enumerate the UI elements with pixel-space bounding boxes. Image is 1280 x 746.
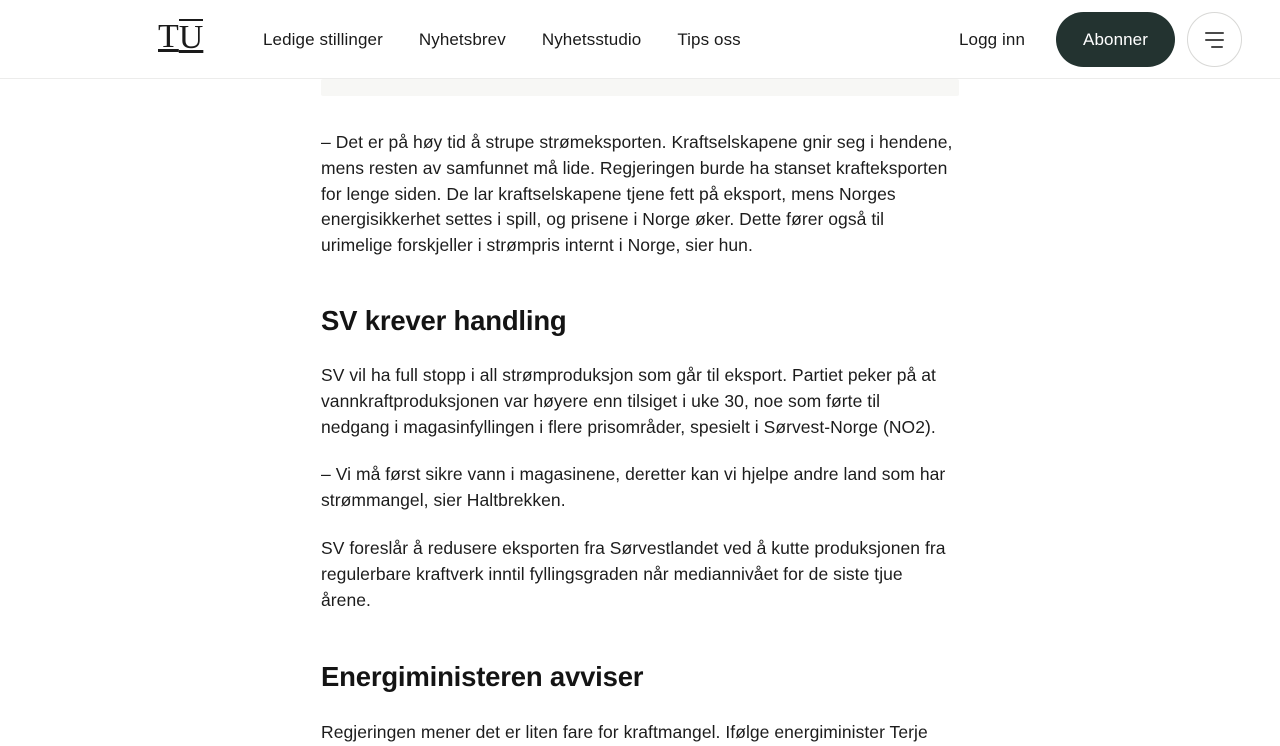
- login-link[interactable]: Logg inn: [958, 29, 1026, 49]
- nav-link-tips-oss[interactable]: Tips oss: [677, 29, 741, 49]
- article-paragraph: Regjeringen mener det er liten fare for kraftmangel. Ifølge energiminister Terje: [321, 722, 928, 743]
- hamburger-icon-line-3: [1211, 46, 1223, 48]
- header-actions: [959, 0, 1280, 79]
- article-paragraph: – Det er på høy tid å strupe strømeksporten. Kraftselskapene gnir seg i hendene, mens resten av samfunnet må lide. Regjeringen burde ha stanset krafteksporten for lenge siden. De lar kraftselskapene tjene fett på eksport, mens Norges energisikkerhet settes i spill, og prisene i Norge øker. Dette fører også til urimelige forskjeller i strømpris internt i Norge, sier hun.: [321, 132, 953, 256]
- article-body: [321, 79, 953, 746]
- logo-letter-t: T: [158, 18, 179, 55]
- nav-link-ledige-stillinger[interactable]: Ledige stillinger: [263, 29, 383, 49]
- article-paragraph: – Vi må først sikre vann i magasinene, deretter kan vi hjelpe andre land som har strømmangel, sier Haltbrekken.: [321, 464, 946, 511]
- hamburger-icon-line-2: [1205, 39, 1224, 41]
- fact-box-clipped: [321, 79, 959, 96]
- site-header: [0, 0, 1280, 79]
- hamburger-menu-button[interactable]: [1187, 12, 1242, 67]
- hamburger-icon-line-1: [1205, 32, 1224, 34]
- section-heading-sv-krever-handling: SV krever handling: [321, 304, 567, 336]
- nav-link-nyhetsbrev[interactable]: Nyhetsbrev: [418, 29, 506, 49]
- article-paragraph: SV foreslår å redusere eksporten fra Sørvestlandet ved å kutte produksjonen fra regulerbare kraftverk inntil fyllingsgraden når mediannivået for de siste tjue årene.: [321, 537, 946, 610]
- section-heading-energiministeren-avviser: Energiministeren avviser: [321, 661, 644, 693]
- article-scroll-region[interactable]: [0, 79, 1280, 743]
- nav-link-nyhetsstudio[interactable]: Nyhetsstudio: [541, 29, 642, 49]
- main-navigation: [263, 0, 741, 79]
- site-logo[interactable]: [158, 20, 203, 56]
- subscribe-button[interactable]: Abonner: [1056, 12, 1175, 67]
- logo-letter-u: U: [178, 19, 204, 56]
- article-paragraph: SV vil ha full stopp i all strømproduksjon som går til eksport. Partiet peker på at vannkraftproduksjonen var høyere enn tilsiget i uke 30, noe som førte til nedgang i magasinfyllingen i flere prisområder, spesielt i Sørvest-Norge (NO2).: [321, 364, 936, 437]
